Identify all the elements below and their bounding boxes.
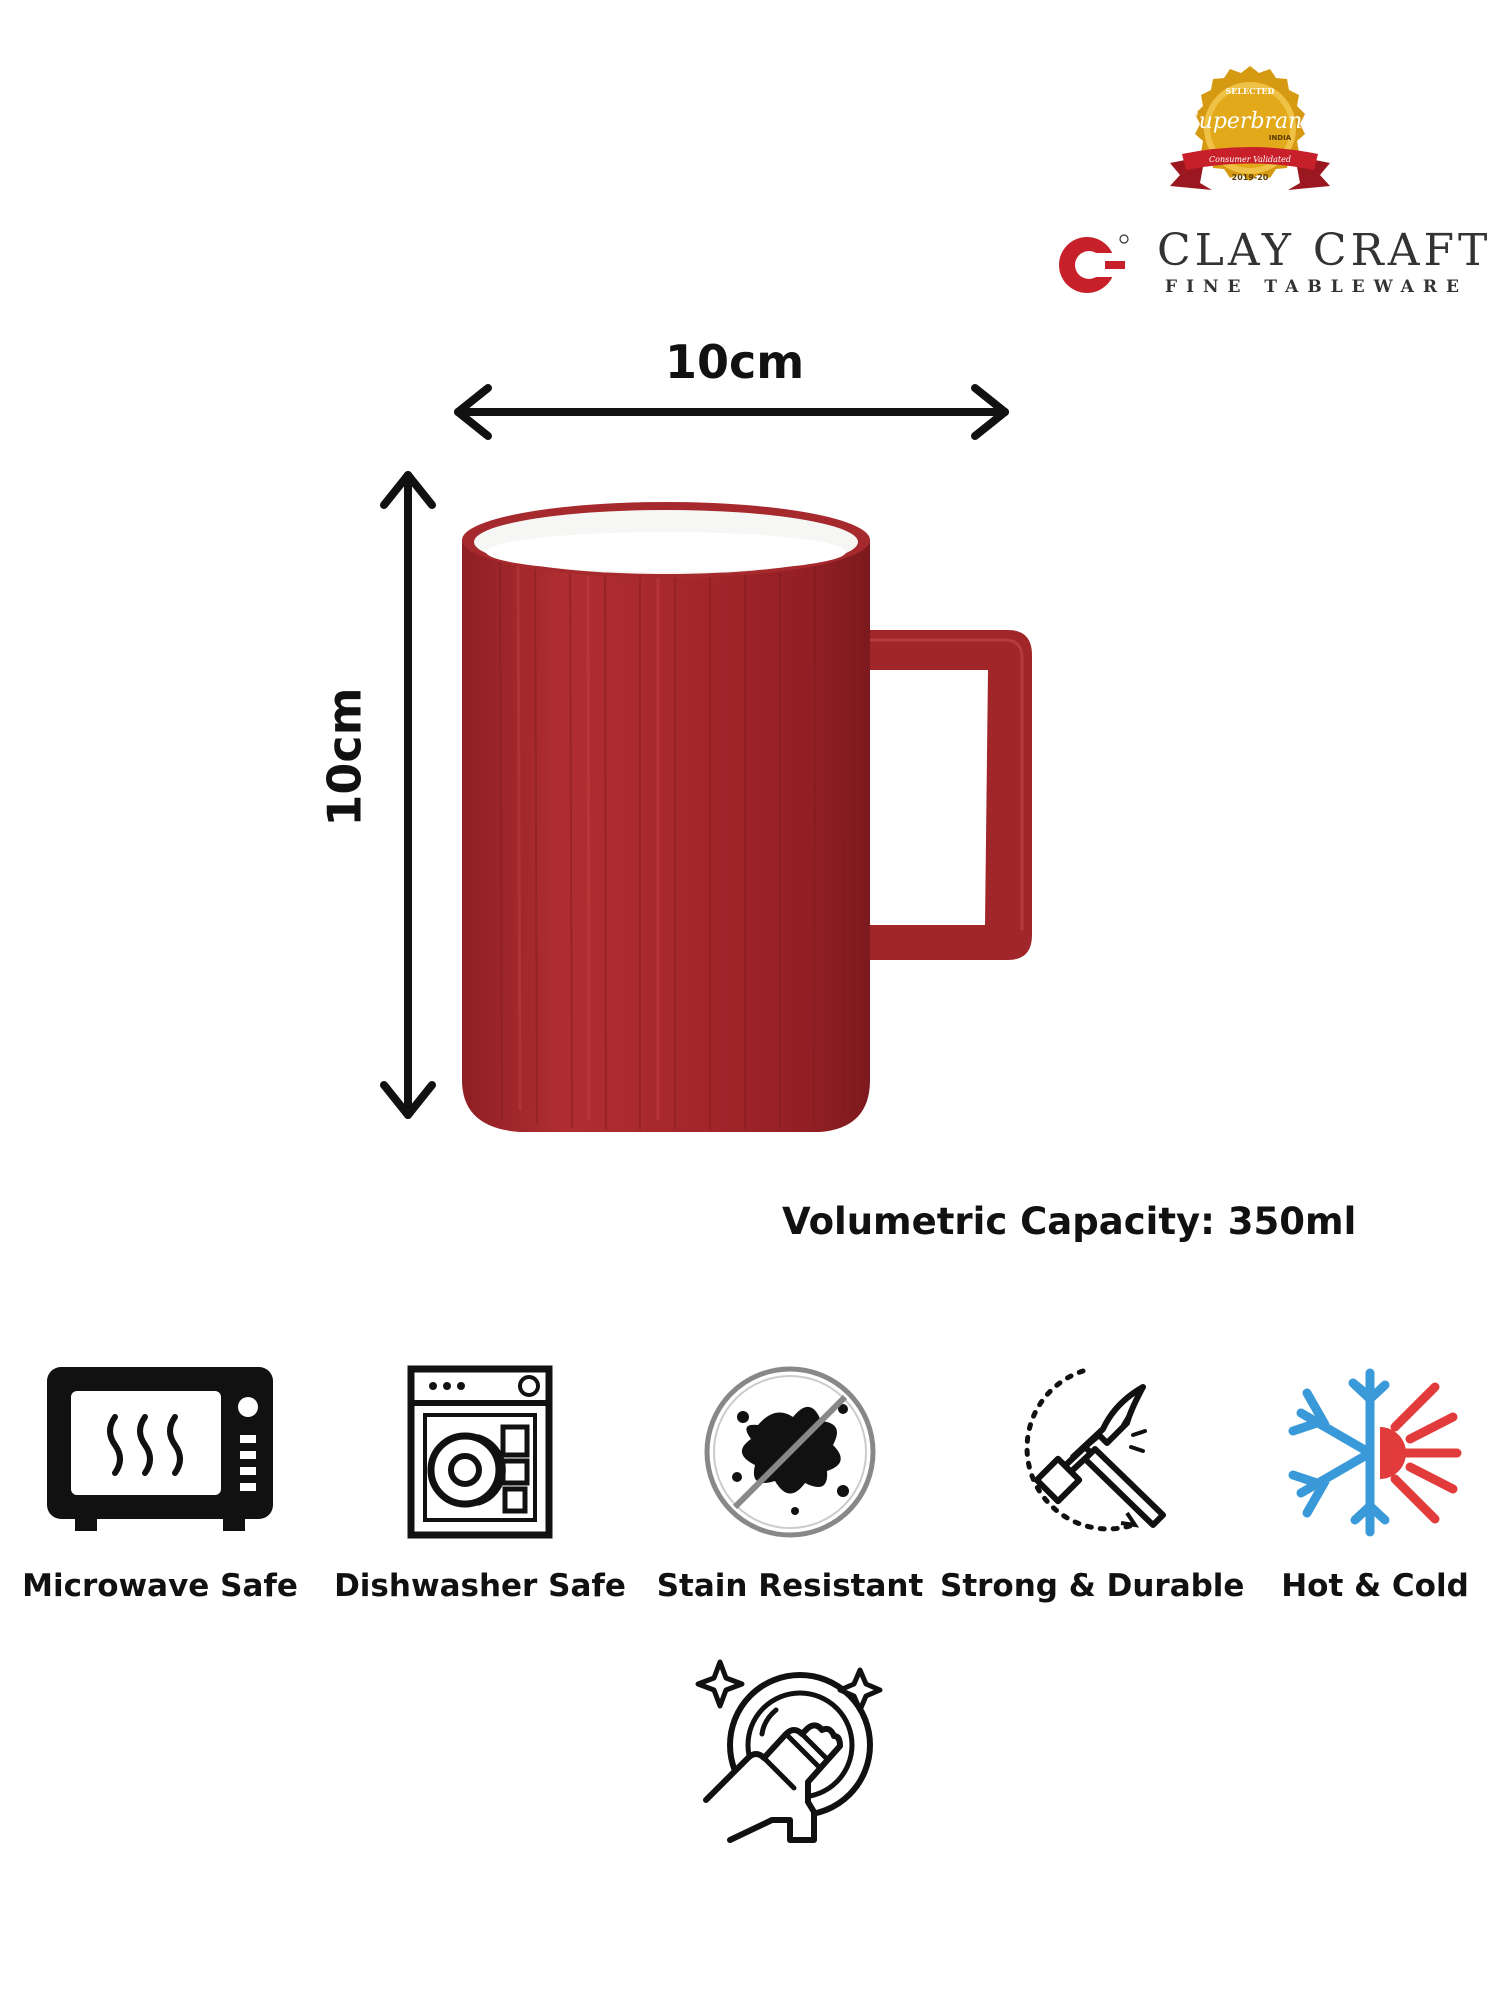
hot-cold-icon bbox=[1285, 1365, 1465, 1540]
feature-microwave-safe bbox=[10, 1365, 310, 1604]
red-mug-image bbox=[440, 480, 1040, 1140]
badge-year-text: 2019-20 bbox=[1231, 173, 1269, 182]
badge-brand-text: Superbrand bbox=[1183, 109, 1317, 134]
hammer-icon bbox=[1003, 1365, 1178, 1540]
feature-stain-resistant bbox=[640, 1365, 940, 1604]
brand-tagline: FINE TABLEWARE bbox=[1165, 277, 1468, 297]
width-dimension-label: 10cm bbox=[665, 335, 805, 389]
hand-wash-icon bbox=[690, 1650, 890, 1850]
feature-label: Stain Resistant bbox=[656, 1568, 924, 1604]
feature-label: Strong & Durable bbox=[940, 1568, 1245, 1604]
feature-label: Dishwasher Safe bbox=[334, 1568, 626, 1604]
feature-strong-durable bbox=[940, 1365, 1245, 1604]
brand-name: CLAY CRAFT bbox=[1157, 225, 1492, 276]
height-dimension-label: 10cm bbox=[317, 687, 372, 827]
feature-hot-cold bbox=[1225, 1365, 1500, 1604]
badge-country-text: INDIA bbox=[1268, 134, 1292, 142]
feature-hand-wash bbox=[640, 1650, 940, 1878]
feature-label: Hot & Cold bbox=[1281, 1568, 1469, 1604]
microwave-icon bbox=[45, 1365, 275, 1540]
badge-top-text: SELECTED bbox=[1225, 86, 1275, 96]
no-stain-icon bbox=[703, 1365, 878, 1540]
dishwasher-icon bbox=[405, 1365, 555, 1540]
feature-label: Microwave Safe bbox=[22, 1568, 298, 1604]
capacity-text: Volumetric Capacity: 350ml bbox=[782, 1200, 1357, 1243]
badge-ribbon-text: Consumer Validated bbox=[1209, 155, 1291, 164]
feature-dishwasher-safe bbox=[330, 1365, 630, 1604]
